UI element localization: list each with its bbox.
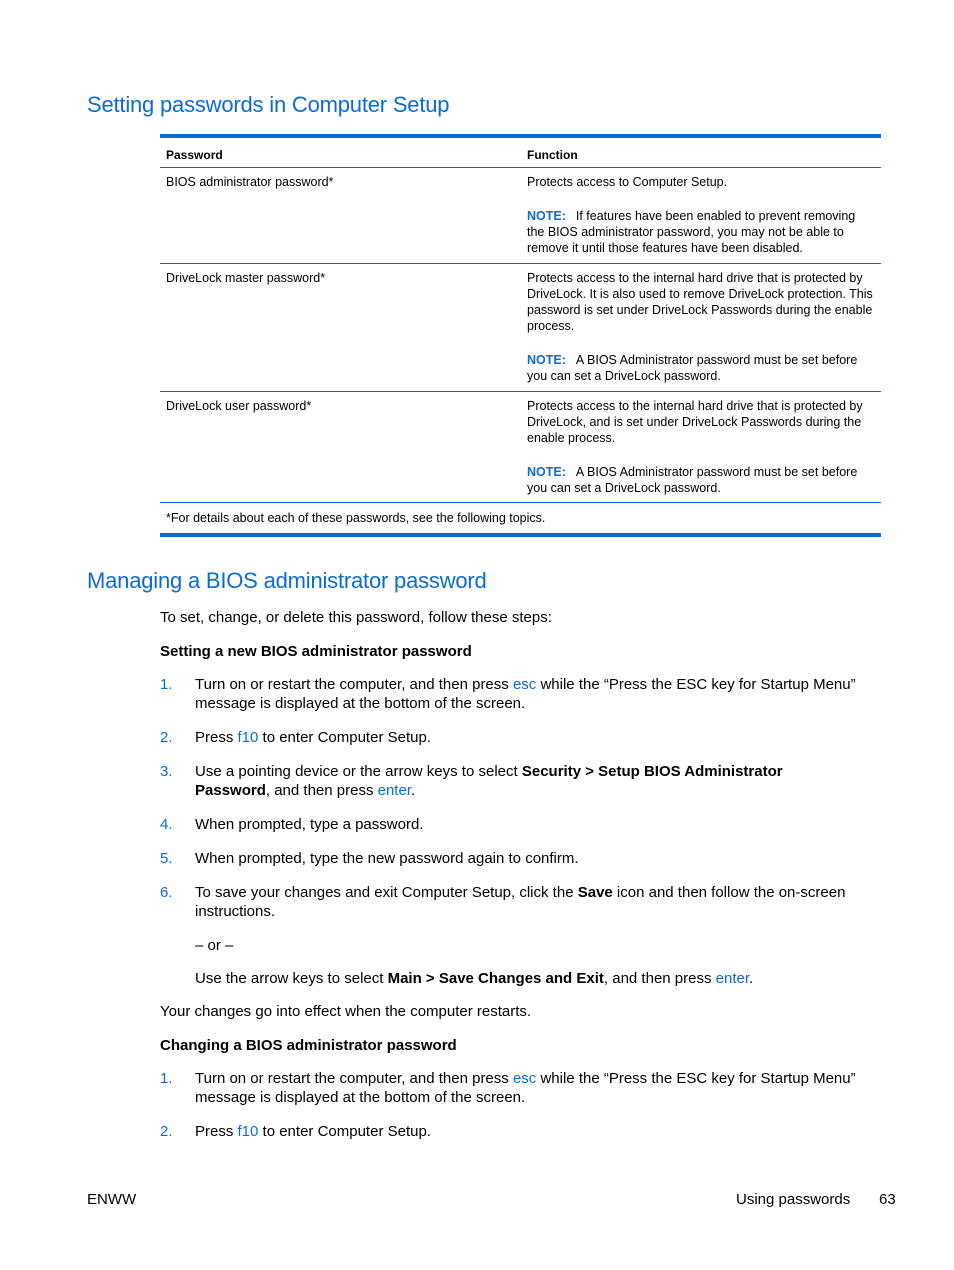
step-text-part: , and then press — [603, 970, 716, 987]
step-text — [195, 883, 855, 921]
password-name: DriveLock user password* — [166, 399, 312, 413]
note — [527, 464, 875, 496]
step-text: When prompted, type a password. — [195, 816, 424, 833]
section-title-setting-passwords: Setting passwords in Computer Setup — [87, 92, 450, 117]
step-text-part: while the “Press the ESC key for Startup Menu” message is displayed at the bottom of the screen. — [195, 1070, 856, 1106]
key-f10: f10 — [237, 729, 259, 746]
function-text: Protects access to the internal hard drive that is protected by DriveLock, and is set under DriveLock Passwords during the enable process. — [527, 399, 863, 445]
password-function — [527, 398, 875, 496]
password-function — [527, 174, 875, 256]
key-f10: f10 — [237, 1123, 259, 1140]
page-number: 63 — [879, 1191, 896, 1208]
note — [527, 352, 875, 384]
password-name: BIOS administrator password* — [166, 175, 334, 189]
step-text — [195, 1069, 860, 1107]
key-enter: enter — [377, 782, 411, 799]
menu-path: Main > Save Changes and Exit — [387, 970, 604, 987]
step-number: 1. — [160, 676, 173, 693]
table-row — [160, 264, 881, 392]
step-number: 3. — [160, 763, 173, 780]
key-esc: esc — [512, 1070, 537, 1087]
section-title-managing-bios: Managing a BIOS administrator password — [87, 568, 487, 593]
step-text-part: , and then press — [265, 782, 378, 799]
step-text-part: to enter Computer Setup. — [258, 1123, 431, 1140]
step-text-part: To save your changes and exit Computer Setup, click the — [195, 884, 578, 901]
step-text-part: to enter Computer Setup. — [258, 729, 431, 746]
note-text: A BIOS Administrator password must be set before you can set a DriveLock password. — [527, 353, 858, 383]
table-row — [160, 392, 881, 503]
step-text-part: Turn on or restart the computer, and then press — [195, 1070, 513, 1087]
step-text-part: Use a pointing device or the arrow keys to select — [195, 763, 522, 780]
save-label: Save — [577, 884, 613, 901]
table-bottom-rule — [160, 533, 881, 537]
step-text — [195, 728, 860, 747]
note-label: NOTE: — [527, 353, 566, 367]
key-enter: enter — [715, 970, 750, 987]
subhead-changing: Changing a BIOS administrator password — [160, 1037, 457, 1054]
passwords-table — [160, 134, 881, 537]
step-text-part: Use the arrow keys to select — [195, 970, 388, 987]
step-number: 6. — [160, 884, 173, 901]
step-text-part: Press — [195, 1123, 238, 1140]
effect-text: Your changes go into effect when the computer restarts. — [160, 1003, 532, 1020]
password-name: DriveLock master password* — [166, 271, 326, 285]
step-number: 2. — [160, 729, 173, 746]
subhead-setting-new: Setting a new BIOS administrator password — [160, 643, 472, 660]
step-text-part: . — [411, 782, 416, 799]
note-text: A BIOS Administrator password must be set before you can set a DriveLock password. — [527, 465, 858, 495]
step-text — [195, 1122, 860, 1141]
table-row — [160, 168, 881, 264]
step-text: When prompted, type the new password again to confirm. — [195, 850, 579, 867]
note — [527, 208, 875, 256]
step-text-part: while the “Press the ESC key for Startup Menu” message is displayed at the bottom of the screen. — [195, 676, 856, 712]
step-text-part: . — [749, 970, 754, 987]
step-text-part: Turn on or restart the computer, and then press — [195, 676, 513, 693]
footer-section-label: Using passwords — [736, 1191, 851, 1208]
table-footnote: *For details about each of these passwords, see the following topics. — [166, 511, 546, 525]
note-label: NOTE: — [527, 209, 566, 223]
note-text: If features have been enabled to prevent removing the BIOS administrator password, you may not be able to remove it until those features have been disabled. — [527, 209, 856, 255]
step-number: 4. — [160, 816, 173, 833]
key-esc: esc — [512, 676, 537, 693]
intro-text: To set, change, or delete this password, follow these steps: — [160, 609, 552, 626]
step-number: 1. — [160, 1070, 173, 1087]
table-footnote-row — [160, 503, 881, 533]
header-function: Function — [527, 148, 578, 162]
footer-left: ENWW — [87, 1191, 137, 1208]
or-separator: – or – — [195, 937, 234, 954]
function-text: Protects access to the internal hard drive that is protected by DriveLock. It is also used to remove DriveLock protection. This password is set under DriveLock Passwords during the enable process. — [527, 271, 873, 333]
step-text — [195, 675, 860, 713]
step-number: 5. — [160, 850, 173, 867]
step-text — [195, 762, 815, 800]
menu-path: Security > Setup BIOS Administrator Password — [195, 763, 783, 799]
function-text: Protects access to Computer Setup. — [527, 175, 728, 189]
header-password: Password — [166, 148, 223, 162]
alt-step-text — [195, 969, 860, 988]
step-text-part: icon and then follow the on-screen instructions. — [195, 884, 846, 920]
step-text-part: Press — [195, 729, 238, 746]
password-function — [527, 270, 875, 384]
table-header-row — [160, 138, 881, 168]
note-label: NOTE: — [527, 465, 566, 479]
step-number: 2. — [160, 1123, 173, 1140]
